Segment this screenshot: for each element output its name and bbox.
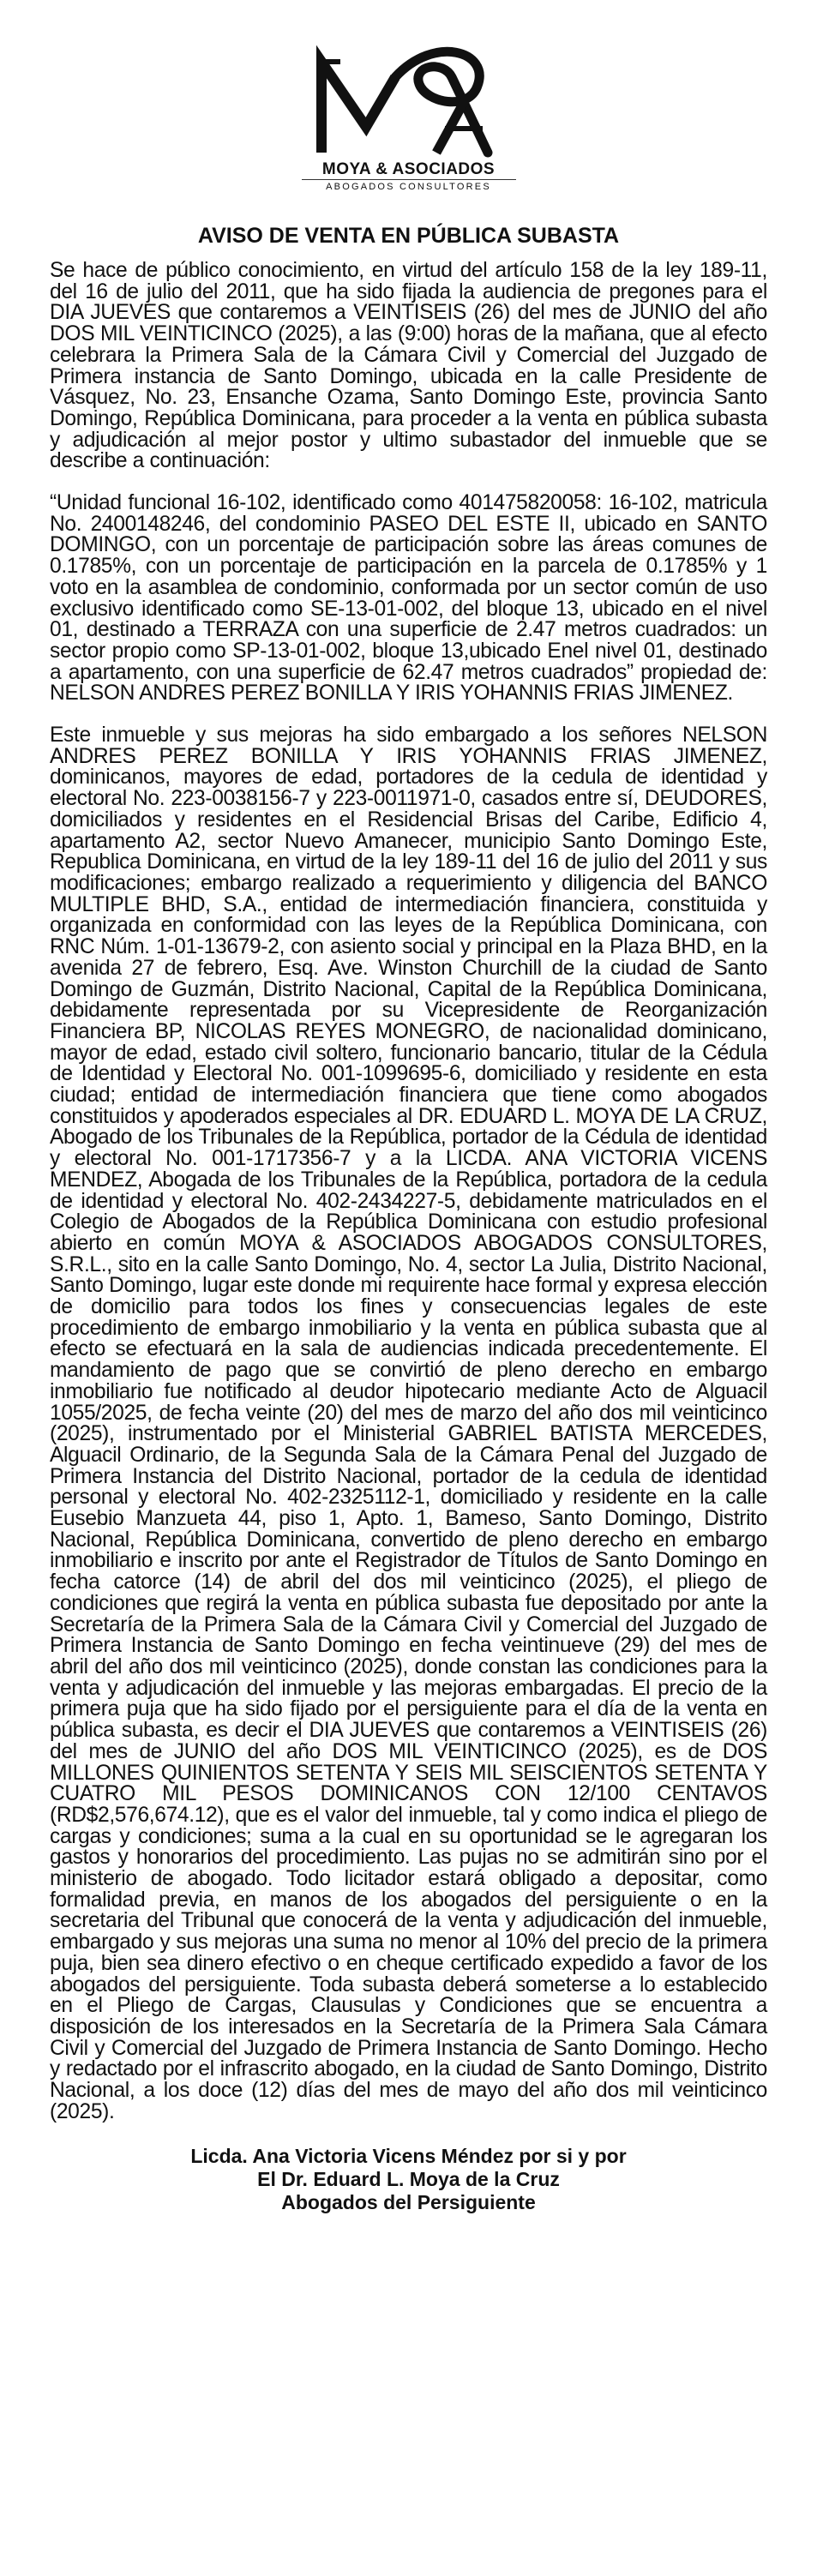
notice-body <box>50 261 767 2123</box>
signature-line-3: Abogados del Persiguiente <box>281 2191 536 2214</box>
signature-block <box>50 2145 767 2214</box>
signature-line-2: El Dr. Eduard L. Moya de la Cruz <box>257 2168 560 2191</box>
notice-paragraph-details: Este inmueble y sus mejoras ha sido embargado a los señores NELSON ANDRES PEREZ BONILLA Y IRIS YOHANNIS FRIAS JIMENEZ, dominicanos, mayores de edad, portadores de la cedula de identidad y electoral No. 223-0038156-7 y 223-0011971-0, casados entre sí, DEUDORES, domiciliados y residentes en el Residencial Brisas del Caribe, Edificio 4, apartamento A2, sector Nuevo Amanecer, municipio Santo Domingo Este, Republica Dominicana, en virtud de la ley 189-11 del 16 de julio del 2011 y sus modificaciones; embargo realizado a requerimiento y diligencia del BANCO MULTIPLE BHD, S.A., entidad de intermediación financiera, constituida y organizada en conformidad con las leyes de la República Dominicana, con RNC Núm. 1-01-13679-2, con asiento social y principal en la Plaza BHD, en la avenida 27 de febrero, Esq. Ave. Winston Churchill de la ciudad de Santo Domingo de Guzmán, Distrito Nacional, Capital de la República Dominicana, debidamente representada por su Vicepresidente de Reorganización Financiera BP, NICOLAS REYES MONEGRO, de nacionalidad dominicano, mayor de edad, estado civil soltero, funcionario bancario, titular de la Cédula de Identidad y Electoral No. 001-1099695-6, domiciliado y residente en esta ciudad; entidad de intermediación financiera que tiene como abogados constituidos y apoderados especiales al DR. EDUARD L. MOYA DE LA CRUZ, Abogado de los Tribunales de la República, portador de la Cédula de identidad y electoral No. 001-1717356-7 y a la LICDA. ANA VICTORIA VICENS MENDEZ, Abogada de los Tribunales de la República, portadora de la cedula de identidad y electoral No. 402-2434227-5, debidamente matriculados en el Colegio de Abogados de la República Dominicana con estudio profesional abierto en común MOYA & ASOCIADOS ABOGADOS CONSULTORES, S.R.L., sito en la calle Santo Domingo, No. 4, sector La Julia, Distrito Nacional, Santo Domingo, lugar este donde mi requirente hace formal y expresa elección de domicilio para todos los fines y consecuencias legales de este procedimiento de embargo inmobiliario y la venta en pública subasta que al efecto se efectuará en la sala de audiencias indicada precedentemente. El mandamiento de pago que se convirtió de pleno derecho en embargo inmobiliario fue notificado al deudor hipotecario mediante Acto de Alguacil 1055/2025, de fecha veinte (20) del mes de marzo del año dos mil veinticinco (2025), instrumentado por el Ministerial GABRIEL BATISTA MERCEDES, Alguacil Ordinario, de la Segunda Sala de la Cámara Penal del Juzgado de Primera Instancia del Distrito Nacional, portador de la cedula de identidad personal y electoral No. 402-2325112-1, domiciliado y residente en la calle Eusebio Manzueta 44, piso 1, Apto. 1, Bameso, Santo Domingo, Distrito Nacional, República Dominicana, convertido de pleno derecho en embargo inmobiliario e inscrito por ante el Registrador de Títulos de Santo Domingo en fecha catorce (14) de abril del dos mil veinticinco (2025), el pliego de condiciones que regirá la venta en pública subasta fue depositado por ante la Secretaría de la Primera Sala de la Cámara Civil y Comercial del Juzgado de Primera Instancia de Santo Domingo en fecha veintinueve (29) del mes de abril del año dos mil veinticinco (2025), donde constan las condiciones para la venta y adjudicación del inmueble y las mejoras embargadas. El precio de la primera puja que ha sido fijado por el persiguiente para el día de la venta en pública subasta, es decir el DIA JUEVES que contaremos a VEINTISEIS (26) del mes de JUNIO del año DOS MIL VEINTICINCO (2025), es de DOS MILLONES QUINIENTOS SETENTA Y SEIS MIL SEISCIENTOS SETENTA Y CUATRO MIL PESOS DOMINICANOS CON 12/100 CENTAVOS (RD$2,576,674.12), que es el valor del inmueble, tal y como indica el pliego de cargas y condiciones; suma a la cual en su oportunidad se le agregaran los gastos y honorarios del procedimiento. Las pujas no se admitirán sino por el ministerio de abogado. Todo licitador estará obligado a depositar, como formalidad previa, en manos de los abogados del persiguiente o en la secretaria del Tribunal que conocerá de la venta y adjudicación del inmueble, embargado y sus mejoras una suma no menor al 10% del precio de la primera puja, bien sea dinero efectivo o en cheque certificado expedido a favor de los abogados del persiguiente. Toda subasta deberá someterse a lo establecido en el Pliego de Cargas, Clausulas y Condiciones que se encuentra a disposición de los interesados en la Secretaría de la Primera Sala Cámara Civil y Comercial del Juzgado de Primera Instancia de Santo Domingo. Hecho y redactado por el infrascrito abogado, en la ciudad de Santo Domingo, Distrito Nacional, a los doce (12) días del mes de mayo del año dos mil veinticinco (2025). <box>50 724 767 2123</box>
notice-paragraph-property: “Unidad funcional 16-102, identificado como 401475820058: 16-102, matricula No. 2400148246, del condominio PASEO DEL ESTE II, ubicado en SANTO DOMINGO, con un porcentaje de participación sobre las áreas comunes de 0.1785%, con un porcentaje de participación en la parcela de 0.1785% y 1 voto en la asamblea de condominio, conformada por un sector común de uso exclusivo identificado como SE-13-01-002, del bloque 13, ubicado en el nivel 01, destinado a TERRAZA con una superficie de 2.47 metros cuadrados: un sector propio como SP-13-01-002, bloque 13,ubicado Enel nivel 01, destinado a apartamento, con una superficie de 62.47 metros cuadrados” propiedad de: NELSON ANDRES PEREZ BONILLA Y IRIS YOHANNIS FRIAS JIMENEZ. <box>50 491 767 706</box>
notice-paragraph-intro: Se hace de público conocimiento, en virtud del artículo 158 de la ley 189-11, del 16 de julio del 2011, que ha sido fijada la audiencia de pregones para el DIA JUEVES que contaremos a VEINTISEIS (26) del mes de JUNIO del año DOS MIL VEINTICINCO (2025), a las (9:00) horas de la mañana, que al efecto celebrara la Primera Sala de la Cámara Civil y Comercial del Juzgado de Primera instancia de Santo Domingo, ubicada en la calle Presidente de Vásquez, No. 23, Ensanche Ozama, Santo Domingo Este, provincia Santo Domingo, República Dominicana, para proceder a la venta en pública subasta y adjudicación al mejor postor y ultimo subastador del inmueble que se describe a continuación: <box>50 259 767 473</box>
firm-subtitle: ABOGADOS CONSULTORES <box>302 179 516 193</box>
firm-logo <box>50 43 767 199</box>
signature-line-1: Licda. Ana Victoria Vicens Méndez por si y por <box>190 2145 627 2168</box>
firm-name: MOYA & ASOCIADOS <box>321 160 496 178</box>
notice-title: AVISO DE VENTA EN PÚBLICA SUBASTA <box>197 224 620 248</box>
monogram-logo-icon <box>306 43 512 163</box>
